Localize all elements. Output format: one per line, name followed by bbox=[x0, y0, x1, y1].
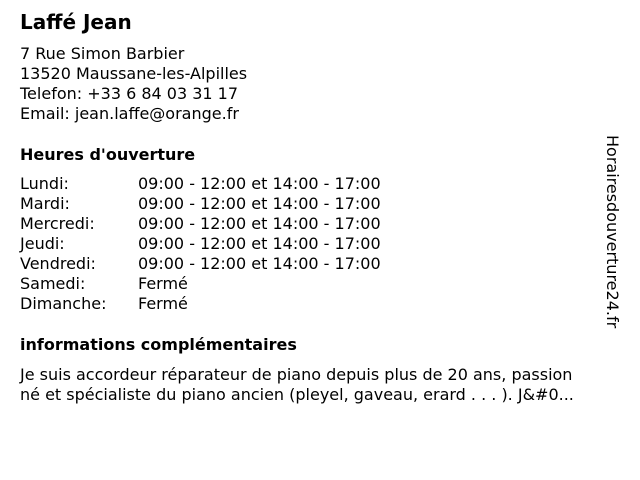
hours-table bbox=[20, 174, 381, 314]
day-label: Lundi: bbox=[20, 174, 69, 193]
contact-block bbox=[20, 44, 247, 124]
phone-number: Telefon: +33 6 84 03 31 17 bbox=[20, 84, 239, 103]
day-label: Samedi: bbox=[20, 274, 86, 293]
description-line: Je suis accordeur réparateur de piano depuis plus de 20 ans, passion bbox=[20, 365, 573, 384]
address-street: 7 Rue Simon Barbier bbox=[20, 44, 185, 63]
address-city: 13520 Maussane-les-Alpilles bbox=[20, 64, 248, 83]
day-hours: 09:00 - 12:00 et 14:00 - 17:00 bbox=[138, 254, 381, 273]
hours-row bbox=[20, 174, 381, 194]
day-hours: 09:00 - 12:00 et 14:00 - 17:00 bbox=[138, 214, 381, 233]
hours-row bbox=[20, 254, 381, 274]
day-label: Mardi: bbox=[20, 194, 70, 213]
hours-row bbox=[20, 214, 381, 234]
day-hours: 09:00 - 12:00 et 14:00 - 17:00 bbox=[138, 174, 381, 193]
day-label: Dimanche: bbox=[20, 294, 107, 313]
description-line: né et spécialiste du piano ancien (pleyel, gaveau, erard . . . ). J&#0... bbox=[20, 385, 574, 404]
hours-heading: Heures d'ouverture bbox=[20, 145, 196, 164]
description-text bbox=[20, 365, 632, 405]
hours-row bbox=[20, 274, 381, 294]
day-hours: 09:00 - 12:00 et 14:00 - 17:00 bbox=[138, 234, 381, 253]
day-label: Jeudi: bbox=[20, 234, 65, 253]
day-hours: Fermé bbox=[138, 294, 188, 313]
day-hours: 09:00 - 12:00 et 14:00 - 17:00 bbox=[138, 194, 381, 213]
day-hours: Fermé bbox=[138, 274, 188, 293]
hours-row bbox=[20, 294, 381, 314]
info-heading: informations complémentaires bbox=[20, 335, 297, 354]
site-watermark: Horairesdouverture24.fr bbox=[603, 135, 622, 329]
email-address: Email: jean.laffe@orange.fr bbox=[20, 104, 239, 123]
business-name: Laffé Jean bbox=[20, 10, 132, 34]
hours-row bbox=[20, 194, 381, 214]
hours-row bbox=[20, 234, 381, 254]
day-label: Vendredi: bbox=[20, 254, 96, 273]
day-label: Mercredi: bbox=[20, 214, 95, 233]
